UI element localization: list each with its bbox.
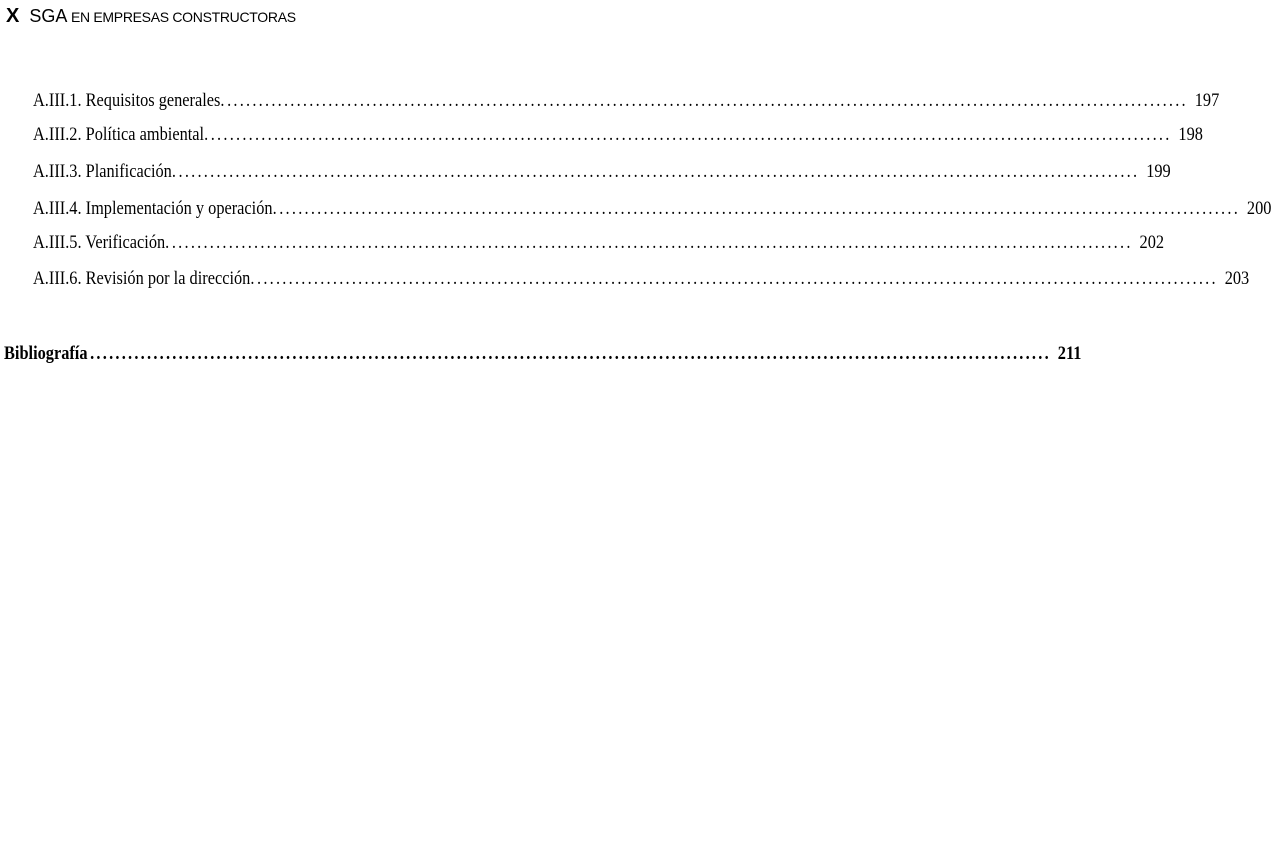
toc-entry[interactable] [33,231,1165,255]
toc-entry-title: A.III.5. Verificación. [33,232,170,253]
toc-entry-page: 202 [1139,232,1165,253]
toc-entry-title: A.III.6. Revisión por la dirección. [33,268,255,289]
toc-dot-leader: ........................................................................................................................................................ [171,232,1133,253]
toc-dot-leader: ........................................................................................................................................................ [279,198,1241,219]
toc-entry-bibliography[interactable] [4,342,1082,366]
toc-entry[interactable] [33,267,1250,291]
toc-entry[interactable] [33,123,1203,147]
toc-entry-page: 200 [1246,198,1271,219]
toc-dot-leader: ........................................................................................................................................................ [210,124,1172,145]
toc-entry[interactable] [33,89,1220,113]
toc-entry[interactable] [33,160,1171,184]
toc-entry-title: A.III.1. Requisitos generales. [33,90,225,111]
toc-dot-leader: ........................................................................................................................................................ [90,343,1051,364]
toc-entry-page: 199 [1146,161,1171,182]
header-title-rest: EN EMPRESAS CONSTRUCTORAS [67,9,296,25]
toc-entry-title: Bibliografía [4,343,88,364]
page-number: X [6,5,20,27]
toc-dot-leader: ........................................................................................................................................................ [178,161,1140,182]
toc-entry-title: A.III.2. Política ambiental. [33,124,209,145]
header-title-acronym: SGA [29,6,68,26]
toc-dot-leader: ........................................................................................................................................................ [227,90,1188,111]
toc-entry-title: A.III.3. Planificación. [33,161,176,182]
toc-entry[interactable] [33,197,1271,221]
toc-entry-page: 211 [1057,343,1082,364]
toc-entry-page: 198 [1178,124,1203,145]
toc-entry-page: 203 [1224,268,1250,289]
toc-dot-leader: ........................................................................................................................................................ [257,268,1218,289]
toc-entry-title: A.III.4. Implementación y operación. [33,198,277,219]
toc-entry-page: 197 [1194,90,1220,111]
